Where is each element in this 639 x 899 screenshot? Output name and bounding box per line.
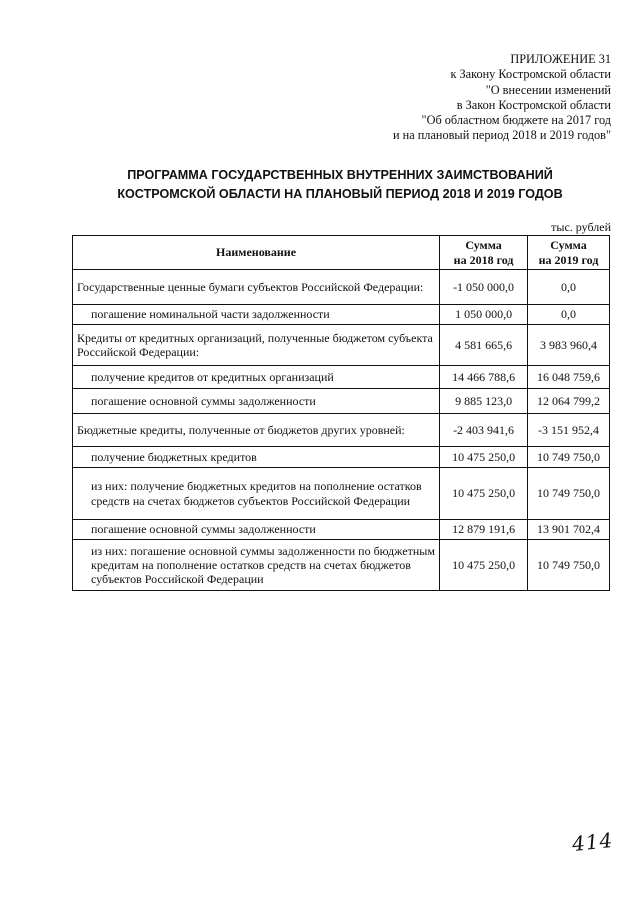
- appendix-line: и на плановый период 2018 и 2019 годов": [392, 128, 611, 143]
- row-name: из них: погашение основной суммы задолженности по бюджетным кредитам на пополнение остатков средств на счетах бюджетов субъектов Российской Федерации: [73, 540, 440, 591]
- row-name: Кредиты от кредитных организаций, полученные бюджетом субъекта Российской Федерации:: [73, 325, 440, 366]
- header-2019-line1: Сумма: [550, 238, 587, 252]
- row-name: Бюджетные кредиты, полученные от бюджетов других уровней:: [73, 414, 440, 447]
- table-row: [73, 447, 610, 468]
- header-2018: [440, 236, 528, 270]
- row-name: погашение номинальной части задолженности: [73, 305, 440, 325]
- appendix-line: к Закону Костромской области: [450, 67, 611, 82]
- table-row: [73, 305, 610, 325]
- row-value-2018: 9 885 123,0: [440, 389, 528, 414]
- row-name: погашение основной суммы задолженности: [73, 389, 440, 414]
- table-row: [73, 270, 610, 305]
- row-value-2019: 10 749 750,0: [528, 447, 610, 468]
- header-2019-line2: на 2019 год: [538, 252, 599, 267]
- title-line: ПРОГРАММА ГОСУДАРСТВЕННЫХ ВНУТРЕННИХ ЗАИМСТВОВАНИЙ: [127, 168, 553, 182]
- row-value-2019: 3 983 960,4: [528, 325, 610, 366]
- row-value-2019: 10 749 750,0: [528, 540, 610, 591]
- header-name: Наименование: [73, 236, 440, 270]
- row-value-2019: 0,0: [528, 305, 610, 325]
- table-row: [73, 520, 610, 540]
- row-value-2018: 14 466 788,6: [440, 366, 528, 389]
- row-name: Государственные ценные бумаги субъектов Российской Федерации:: [73, 270, 440, 305]
- document-title: [60, 166, 620, 204]
- row-value-2018: 12 879 191,6: [440, 520, 528, 540]
- row-value-2018: -2 403 941,6: [440, 414, 528, 447]
- table-header-row: [73, 236, 610, 270]
- table-row: [73, 540, 610, 591]
- row-value-2018: 10 475 250,0: [440, 540, 528, 591]
- table-row: [73, 325, 610, 366]
- appendix-line: в Закон Костромской области: [456, 97, 611, 112]
- handwritten-page-number: 414: [570, 827, 615, 857]
- title-line: КОСТРОМСКОЙ ОБЛАСТИ НА ПЛАНОВЫЙ ПЕРИОД 2018 И 2019 ГОДОВ: [117, 187, 563, 201]
- appendix-line: "О внесении изменений: [485, 82, 611, 97]
- row-value-2018: 1 050 000,0: [440, 305, 528, 325]
- row-name: получение бюджетных кредитов: [73, 447, 440, 468]
- row-value-2019: 10 749 750,0: [528, 468, 610, 520]
- row-name: получение кредитов от кредитных организаций: [73, 366, 440, 389]
- row-value-2019: 16 048 759,6: [528, 366, 610, 389]
- table-row: [73, 468, 610, 520]
- row-value-2019: -3 151 952,4: [528, 414, 610, 447]
- row-value-2018: 4 581 665,6: [440, 325, 528, 366]
- appendix-header: [393, 52, 611, 144]
- table-row: [73, 366, 610, 389]
- row-value-2018: 10 475 250,0: [440, 447, 528, 468]
- row-name: погашение основной суммы задолженности: [73, 520, 440, 540]
- header-2018-line1: Сумма: [465, 238, 502, 252]
- row-name: из них: получение бюджетных кредитов на пополнение остатков средств на счетах бюджетов субъектов Российской Федерации: [73, 468, 440, 520]
- row-value-2019: 13 901 702,4: [528, 520, 610, 540]
- row-value-2019: 12 064 799,2: [528, 389, 610, 414]
- row-value-2018: 10 475 250,0: [440, 468, 528, 520]
- row-value-2019: 0,0: [528, 270, 610, 305]
- borrowing-program-table: [72, 235, 610, 591]
- header-2019: [528, 236, 610, 270]
- header-2018-line2: на 2018 год: [453, 252, 514, 267]
- table-row: [73, 414, 610, 447]
- appendix-line: "Об областном бюджете на 2017 год: [421, 113, 611, 128]
- unit-label: тыс. рублей: [551, 220, 611, 234]
- appendix-line: ПРИЛОЖЕНИЕ 31: [510, 52, 611, 66]
- row-value-2018: -1 050 000,0: [440, 270, 528, 305]
- table-row: [73, 389, 610, 414]
